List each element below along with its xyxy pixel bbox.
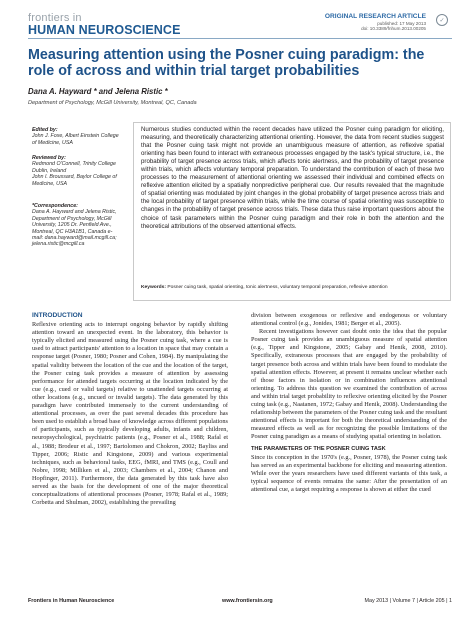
crossmark-icon[interactable]: ✓ (436, 14, 448, 26)
publication-info (361, 21, 426, 32)
introduction-heading: INTRODUCTION (32, 312, 83, 319)
correspondence-label: *Correspondence: (32, 203, 78, 209)
article-type: ORIGINAL RESEARCH ARTICLE (324, 13, 426, 20)
sidebar-reviewed (32, 155, 124, 187)
right-column (251, 312, 447, 494)
journal-logo[interactable] (28, 13, 181, 37)
intro-paragraph-3: Recent investigations however cast doubt onto the idea that the popular Posner cuing task provides an unambiguous measure of spatial attention (e.g., Tipper and Kingstone, 2005; Gabay and Henik, 2008, 2010). Specifically, extraneous processes that are engaged by the probability of target presence both across and within trials have been found to modulate the spatial attention effects. However, at present it remains unclear whether each of those factors in isolation or in combination influences attentional orienting. To address this question we examined the contribution of across and within trial target probability to reflexive orienting elicited by the Posner cuing task (e.g., Naatanen, 1972; Gabay and Henik, 2008). Understanding the relationship between the parameters of the Posner cuing task and the resultant attentional effects is important for both the theoretical understanding of the measured effects as well as for recognizing the possible limitations of the Posner cuing paradigm as a means of studying spatial orienting in isolation. (251, 328, 448, 441)
abstract-text: Numerous studies conducted within the recent decades have utilized the Posner cuing paradigm for eliciting, measuring, and theoretically characterizing attentional orienting. However, the data from recent studies suggest that the Posner cuing task might not provide an unambiguous measure of attention, as reflexive spatial orienting has been found to interact with extraneous processes engaged by the task's typical structure, i.e., the probability of target presence across trials, which affects tonic alertness, and the probability of target presence within trials, which affects voluntary temporal preparation. To understand the contribution of each of these two processes to the measurement of attentional orienting we assessed their individual and combined effects on reflexive attention elicited by a spatially nonpredictive peripheral cue. Our results revealed that the magnitude of spatial orienting was modulated by joint changes in the global probability of target presence across trials and the local probability of target presence within trials, while the time course of spatial orienting was susceptible to changes in the probability of target presence across trials. These data thus raise important questions about the choice of task parameters within the Posner cuing paradigm and their role in both the attention and the theoretical attributions of the observed attentional effects. (141, 126, 444, 230)
reviewed-by-label: Reviewed by: (32, 155, 66, 161)
footer-journal: Frontiers in Human Neuroscience (28, 598, 115, 604)
author-affiliation: Department of Psychology, McGill University, Montreal, QC, Canada (28, 100, 197, 106)
intro-paragraph-4: Since its conception in the 1970's (e.g., Posner, 1978), the Posner cuing task has served as an experimental backbone for eliciting and measuring attention. While over the years researchers have used different variants of this task, a typical sequence of events remains the same: After the presentation of an attentional cue, a target requiring a response is shown at either the cued (251, 453, 447, 493)
sidebar-edited (32, 127, 124, 146)
doi-link[interactable]: doi: 10.3389/fnhum.2013.00205 (361, 26, 426, 32)
footer-website[interactable]: www.frontiersin.org (222, 598, 273, 604)
intro-paragraph-2: division between exogenous or reflexive and endogenous or voluntary attentional control (e.g., Jonides, 1981; Berger et al., 2005). (251, 312, 447, 328)
logo-bottom-text: HUMAN NEUROSCIENCE (28, 23, 181, 37)
reviewer-1: Redmond O'Connell, Trinity College Dublin, Ireland (32, 161, 116, 174)
keywords-text: Posner cuing task, spatial orienting, tonic alertness, voluntary temporal preparation, reflexive attention (167, 285, 388, 290)
logo-top-text: frontiers in (28, 12, 82, 24)
edited-by-label: Edited by: (32, 127, 58, 133)
article-authors: Dana A. Hayward * and Jelena Ristic * (28, 87, 168, 96)
footer-issue: May 2013 | Volume 7 | Article 205 | 1 (364, 598, 452, 604)
article-title: Measuring attention using the Posner cuing paradigm: the role of across and within trial target probabilities (28, 47, 425, 79)
left-column (32, 312, 228, 507)
correspondence-text: Dana A. Hayward and Jelena Ristic, Department of Psychology, McGill University, 1205 Dr. Penfield Ave., Montreal, QC H3A1B1, Canada e-mail: dana.hayward@mail.mcgill.ca; jelena.ristic@mcgill.ca (32, 209, 117, 248)
parameters-subheading: THE PARAMETERS OF THE POSNER CUING TASK (251, 445, 386, 452)
sidebar-correspondence (32, 203, 118, 248)
keywords-line (141, 285, 444, 290)
edited-by-text: John J. Foxe, Albert Einstein College of Medicine, USA (32, 133, 119, 146)
intro-paragraph-1: Reflexive orienting acts to interrupt ongoing behavior by rapidly shifting attention toward an unexpected event. In the laboratory, this behavior is typically elicited and measured using the Posner cuing task, where a cue is used to attract participants' attention to a location in space that may contain a response target (Posner, 1980; Posner and Cohen, 1984). By manipulating the spatial validity between the location of the cue and the location of the target, the Posner cuing task provides a measure of attention by assessing performance for attended targets occurring at the location indicated by the cue (e.g., cued or valid targets) relative to unattended targets occurring at other locations (e.g., uncued or invalid targets). The data generated by this paradigm have contributed immensely to the current understanding of attentional processes, as over the past several decades this procedure has been used to establish a broad base of knowledge across different populations of participants, such as typically developing adults, infants and children, neuropsychological, psychiatric patients (e.g., Posner et al., 1988; Rafal et al., 1988; Brodeur et al., 1997; Bartolomeo and Chokron, 2002; Bayliss and Tipper, 2006; Ristic and Kingstone, 2009) and various experimental techniques, such as behavioral tasks, EEG, fMRI, and TMS (e.g., Coull and Nobre, 1998; Milliken et al., 2003; Chambers et al., 2004; Chanon and Hopfinger, 2011). Furthermore, the data generated by this task have also served as the basis for the development of one of the major theoretical conceptualizations of attentional processes (Posner, 1978; Rafal et al., 1989; Corbetta and Shulman, 2002), establishing the prevailing (32, 321, 228, 507)
journal-header (0, 0, 474, 40)
header-divider (28, 38, 452, 39)
keywords-label: Keywords: (141, 285, 167, 290)
reviewer-2: John I. Broussard, Baylor College of Medicine, USA (32, 174, 117, 187)
published-date: published: 17 May 2013 (377, 21, 426, 26)
